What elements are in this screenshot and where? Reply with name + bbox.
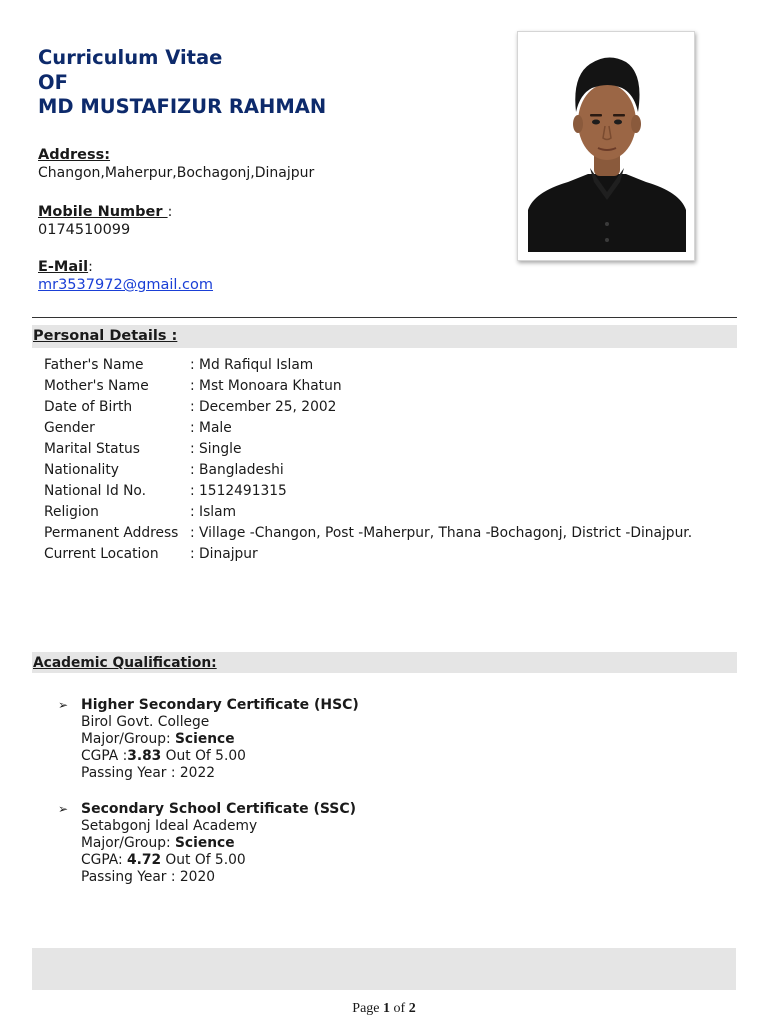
- profile-photo: [517, 31, 695, 261]
- arrow-bullet-icon: ➢: [58, 802, 69, 816]
- details-value: : Mst Monoara Khatun: [190, 378, 342, 394]
- footer-bar: [32, 948, 736, 990]
- qualification-institution: Setabgonj Ideal Academy: [81, 818, 258, 834]
- group-label: Major/Group:: [81, 731, 175, 747]
- cgpa-value: 4.72: [127, 852, 162, 868]
- details-value: : Bangladeshi: [190, 462, 284, 478]
- academic-item-hsc: [58, 697, 359, 782]
- page-number: [0, 1001, 768, 1017]
- details-row: [44, 397, 692, 418]
- details-row: [44, 523, 692, 544]
- address-value: Changon,Maherpur,Bochagonj,Dinajpur: [38, 165, 315, 181]
- cgpa-suffix: Out Of 5.00: [161, 852, 246, 868]
- details-value: : Md Rafiqul Islam: [190, 357, 314, 373]
- cv-title-line-1: Curriculum Vitae: [38, 46, 223, 69]
- details-value: : December 25, 2002: [190, 399, 337, 415]
- cv-title-line-2: OF: [38, 70, 68, 94]
- qualification-group: [81, 731, 359, 748]
- details-row: [44, 376, 692, 397]
- page-of: of: [390, 1001, 409, 1016]
- qualification-heading: Secondary School Certificate (SSC): [81, 801, 357, 817]
- details-value: : Dinajpur: [190, 546, 258, 562]
- email-label: E-Mail: [38, 259, 89, 275]
- details-label: National Id No.: [44, 483, 146, 499]
- academic-item-ssc: [58, 801, 356, 886]
- details-value: : Islam: [190, 504, 237, 520]
- cv-title: [38, 46, 326, 120]
- academic-qualification-header: [32, 652, 737, 673]
- qualification-year: Passing Year : 2022: [81, 765, 215, 781]
- qualification-cgpa: [81, 852, 356, 869]
- mobile-label: Mobile Number: [38, 204, 168, 220]
- cgpa-label: CGPA:: [81, 852, 127, 868]
- qualification-cgpa: [81, 748, 359, 765]
- details-label: Current Location: [44, 546, 159, 562]
- qualification-group: [81, 835, 356, 852]
- details-label: Marital Status: [44, 441, 140, 457]
- cgpa-suffix: Out Of 5.00: [161, 748, 246, 764]
- details-value: : Village -Changon, Post -Maherpur, Thana -Bochagonj, District -Dinajpur.: [190, 525, 693, 541]
- details-label: Mother's Name: [44, 378, 149, 394]
- details-row: [44, 418, 692, 439]
- portrait-image: [528, 42, 686, 252]
- details-label: Religion: [44, 504, 99, 520]
- email-label-colon: :: [88, 259, 93, 275]
- page-total: 2: [408, 1001, 416, 1016]
- details-label: Nationality: [44, 462, 119, 478]
- mobile-value: 0174510099: [38, 222, 131, 238]
- details-row: [44, 460, 692, 481]
- details-row: [44, 439, 692, 460]
- qualification-institution: Birol Govt. College: [81, 714, 210, 730]
- group-label: Major/Group:: [81, 835, 175, 851]
- details-label: Father's Name: [44, 357, 144, 373]
- group-value: Science: [175, 731, 235, 747]
- header-divider: [32, 317, 737, 318]
- mobile-block: [38, 203, 172, 239]
- page-current: 1: [383, 1001, 391, 1016]
- cv-title-line-3: MD MUSTAFIZUR RAHMAN: [38, 95, 327, 118]
- details-row: [44, 544, 692, 565]
- arrow-bullet-icon: ➢: [58, 698, 69, 712]
- cgpa-label: CGPA :: [81, 748, 128, 764]
- details-value: : Male: [190, 420, 232, 436]
- email-link[interactable]: mr3537972@gmail.com: [38, 277, 214, 293]
- details-row: [44, 481, 692, 502]
- details-value: : 1512491315: [190, 483, 287, 499]
- details-label: Gender: [44, 420, 95, 436]
- details-label: Date of Birth: [44, 399, 133, 415]
- qualification-heading: Higher Secondary Certificate (HSC): [81, 697, 359, 713]
- address-label: Address:: [38, 147, 111, 163]
- details-value: : Single: [190, 441, 242, 457]
- group-value: Science: [175, 835, 235, 851]
- qualification-year: Passing Year : 2020: [81, 869, 215, 885]
- cgpa-value: 3.83: [127, 748, 162, 764]
- mobile-label-colon: :: [167, 204, 173, 220]
- personal-details-table: [44, 355, 692, 565]
- details-row: [44, 502, 692, 523]
- address-block: [38, 146, 314, 182]
- personal-details-header: [32, 325, 737, 348]
- email-block: [38, 258, 213, 294]
- page-word: Page: [352, 1001, 384, 1016]
- academic-qualification-title: Academic Qualification:: [33, 655, 217, 671]
- details-label: Permanent Address: [44, 525, 179, 541]
- details-row: [44, 355, 692, 376]
- personal-details-title: Personal Details :: [33, 328, 178, 344]
